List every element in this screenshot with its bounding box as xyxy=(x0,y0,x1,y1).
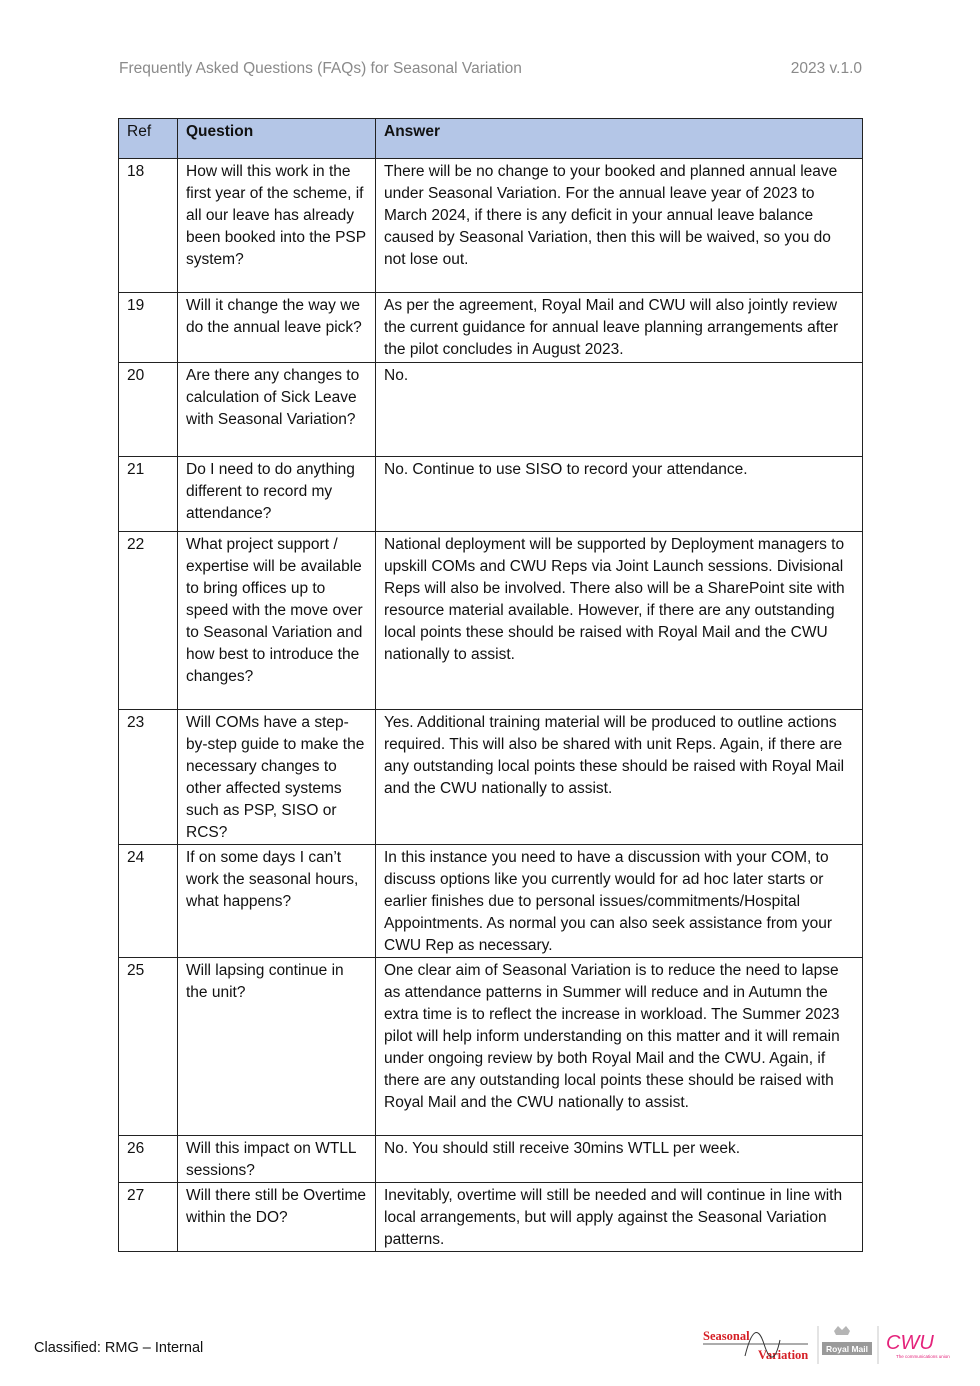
ref-cell: 26 xyxy=(119,1136,178,1183)
seasonal-logo-word: Seasonal xyxy=(703,1329,750,1343)
question-cell: How will this work in the first year of the scheme, if all our leave has already been booked into the PSP system? xyxy=(178,159,376,293)
question-cell: Are there any changes to calculation of Sick Leave with Seasonal Variation? xyxy=(178,363,376,457)
column-header-question: Question xyxy=(178,119,376,159)
table-row xyxy=(119,1183,863,1252)
question-cell: Will COMs have a step-by-step guide to make the necessary changes to other affected systems such as PSP, SISO or RCS? xyxy=(178,710,376,845)
answer-cell: In this instance you need to have a discussion with your COM, to discuss options like you currently would for ad hoc later starts or earlier finishes due to personal issues/commitments/Hospital Appointments. As normal you can also seek assistance from your CWU Rep as necessary. xyxy=(376,845,863,958)
ref-cell: 18 xyxy=(119,159,178,293)
column-header-answer: Answer xyxy=(376,119,863,159)
ref-cell: 23 xyxy=(119,710,178,845)
table-row xyxy=(119,958,863,1136)
footer-logos xyxy=(700,1322,950,1366)
answer-cell: There will be no change to your booked and planned annual leave under Seasonal Variation. For the annual leave year of 2023 to March 2024, if there is any deficit in your annual leave balance caused by Seasonal Variation, then this will be waived, so you do not lose out. xyxy=(376,159,863,293)
table-row xyxy=(119,457,863,532)
answer-cell: Yes. Additional training material will be produced to outline actions required. This will also be shared with unit Reps. Again, if there are any outstanding local points these should be raised with Royal Mail and the CWU nationally to assist. xyxy=(376,710,863,845)
document-version: 2023 v.1.0 xyxy=(790,60,862,77)
ref-cell: 27 xyxy=(119,1183,178,1252)
table-row xyxy=(119,710,863,845)
variation-logo-word: Variation xyxy=(758,1348,809,1362)
ref-cell: 25 xyxy=(119,958,178,1136)
ref-cell: 20 xyxy=(119,363,178,457)
ref-cell: 22 xyxy=(119,532,178,710)
table-row xyxy=(119,293,863,363)
ref-cell: 24 xyxy=(119,845,178,958)
question-cell: Will this impact on WTLL sessions? xyxy=(178,1136,376,1183)
answer-cell: National deployment will be supported by Deployment managers to upskill COMs and CWU Reps via Joint Launch sessions. Divisional Reps will also be involved. There also will be a SharePoint site with resource material available. However, if there are any outstanding local points these should be raised with Royal Mail and the CWU nationally to assist. xyxy=(376,532,863,710)
seasonal-variation-logo xyxy=(703,1329,808,1362)
answer-cell: As per the agreement, Royal Mail and CWU will also jointly review the current guidance for annual leave planning arrangements after the pilot concludes in August 2023. xyxy=(376,293,863,363)
classification-label: Classified: RMG – Internal xyxy=(34,1340,204,1356)
cwu-logo-text: CWU xyxy=(886,1332,934,1354)
table-row xyxy=(119,845,863,958)
answer-cell: One clear aim of Seasonal Variation is to reduce the need to lapse as attendance patterns in Summer will reduce and in Autumn the extra time is to reflect the increase in workload. The Summer 2023 pilot will help inform understanding on this matter and it will remain under ongoing review by both Royal Mail and the CWU. Again, if there are any outstanding local points these should be raised with Royal Mail and the CWU nationally to assist. xyxy=(376,958,863,1136)
answer-cell: No. You should still receive 30mins WTLL per week. xyxy=(376,1136,863,1183)
table-row xyxy=(119,1136,863,1183)
answer-cell: No. Continue to use SISO to record your attendance. xyxy=(376,457,863,532)
answer-cell: Inevitably, overtime will still be needed and will continue in line with local arrangements, but will apply against the Seasonal Variation patterns. xyxy=(376,1183,863,1252)
royal-mail-logo-text: Royal Mail xyxy=(825,1344,869,1354)
question-cell: What project support / expertise will be available to bring offices up to speed with the move over to Seasonal Variation and how best to introduce the changes? xyxy=(178,532,376,710)
ref-cell: 21 xyxy=(119,457,178,532)
document-title: Frequently Asked Questions (FAQs) for Seasonal Variation xyxy=(119,60,522,77)
table-row xyxy=(119,363,863,457)
question-cell: Will there still be Overtime within the DO? xyxy=(178,1183,376,1252)
question-cell: Will lapsing continue in the unit? xyxy=(178,958,376,1136)
cwu-tagline: The communications union xyxy=(896,1354,950,1359)
faq-table xyxy=(118,118,863,1252)
table-header-row xyxy=(119,119,863,159)
column-header-ref: Ref xyxy=(119,119,178,159)
table-row xyxy=(119,532,863,710)
question-cell: Do I need to do anything different to record my attendance? xyxy=(178,457,376,532)
royal-mail-logo xyxy=(822,1326,872,1355)
answer-cell: No. xyxy=(376,363,863,457)
ref-cell: 19 xyxy=(119,293,178,363)
table-row xyxy=(119,159,863,293)
cwu-logo xyxy=(886,1332,950,1359)
question-cell: If on some days I can’t work the seasonal hours, what happens? xyxy=(178,845,376,958)
question-cell: Will it change the way we do the annual leave pick? xyxy=(178,293,376,363)
